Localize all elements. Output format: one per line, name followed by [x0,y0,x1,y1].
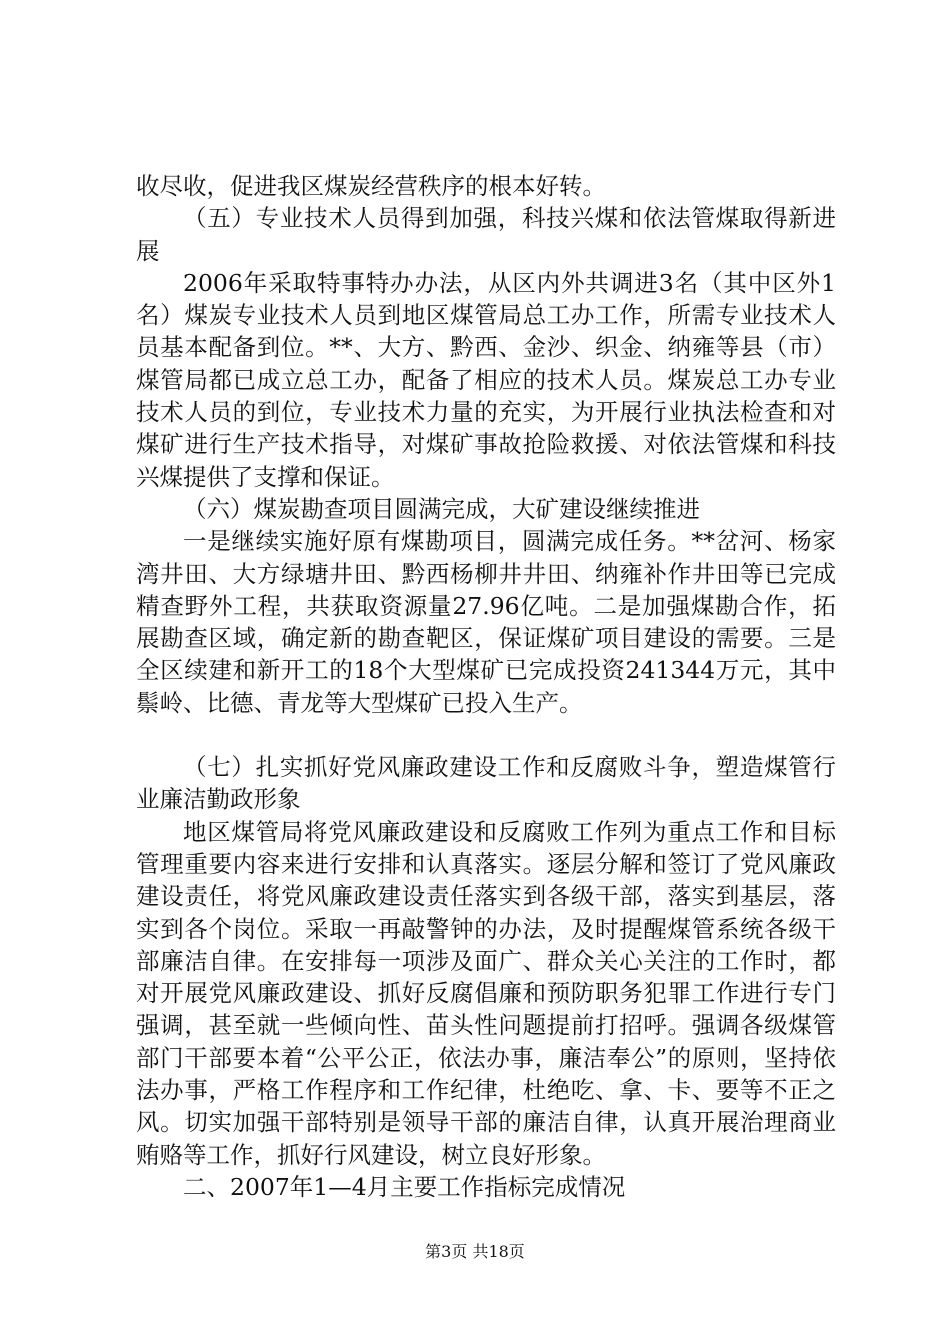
paragraph-technical-staff: 2006年采取特事特办办法，从区内外共调进3名（其中区外1名）煤炭专业技术人员到地区煤管局总工办工作，所需专业技术人员基本配备到位。**、大方、黔西、金沙、织金、纳雍等县（市）煤管局都已成立总工办，配备了相应的技术人员。煤炭总工办专业技术人员的到位，专业技术力量的充实，为开展行业执法检查和对煤矿进行生产技术指导，对煤矿事故抢险救援、对依法管煤和科技兴煤提供了支撑和保证。 [136,268,836,491]
paragraph-coal-exploration: 一是继续实施好原有煤勘项目，圆满完成任务。**岔河、杨家湾井田、大方绿塘井田、黔西杨柳井井田、纳雍补作井田等已完成精查野外工程，共获取资源量27.96亿吨。二是加强煤勘合作，拓展勘查区域，确定新的勘查靶区，保证煤矿项目建设的需要。三是全区续建和新开工的18个大型煤矿已完成投资241344万元，其中鬃岭、比德、青龙等大型煤矿已投入生产。 [136,527,836,717]
page-footer [0,1242,950,1262]
document-body [136,170,836,1203]
page-number-label: 第3页 共18页 [425,1242,525,1261]
paragraph-spacer [136,719,836,751]
paragraph-continuation: 收尽收，促进我区煤炭经营秩序的根本好转。 [136,172,606,200]
section-heading-5: （五）专业技术人员得到加强，科技兴煤和依法管煤取得新进展 [136,204,836,265]
section-heading-7: （七）扎实抓好党风廉政建设工作和反腐败斗争，塑造煤管行业廉洁勤政形象 [136,753,836,814]
paragraph-integrity-work: 地区煤管局将党风廉政建设和反腐败工作列为重点工作和目标管理重要内容来进行安排和认真落实。逐层分解和签订了党风廉政建设责任，将党风廉政建设责任落实到各级干部，落实到基层，落实到各个岗位。采取一再敲警钟的办法，及时提醒煤管系统各级干部廉洁自律。在安排每一项涉及面广、群众关心关注的工作时，都对开展党风廉政建设、抓好反腐倡廉和预防职务犯罪工作进行专门强调，甚至就一些倾向性、苗头性问题提前打招呼。强调各级煤管部门干部要本着“公平公正，依法办事，廉洁奉公”的原则，坚持依法办事，严格工作程序和工作纪律，杜绝吃、拿、卡、要等不正之风。切实加强干部特别是领导干部的廉洁自律，认真开展治理商业贿赂等工作，抓好行风建设，树立良好形象。 [136,817,836,1169]
section-heading-ii: 二、2007年1—4月主要工作指标完成情况 [183,1172,626,1201]
section-heading-6: （六）煤炭勘查项目圆满完成，大矿建设继续推进 [183,494,700,523]
